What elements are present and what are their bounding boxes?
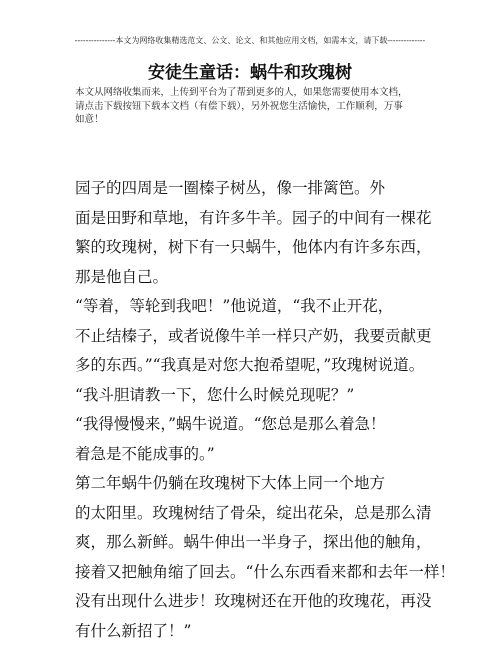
story-line: “我得慢慢来，”蜗牛说道。“您总是那么着急！ [75,410,435,440]
story-line: 着急是不能成事的。” [75,440,435,470]
intro-paragraph [75,86,425,127]
story-line: “等着，等轮到我吧！”他说道，“我不止开花， [75,292,435,322]
story-line: 没有出现什么进步！玫瑰树还在开他的玫瑰花，再没 [75,587,435,617]
intro-line: 如意！ [75,113,425,127]
story-line: 有什么新招了！” [75,617,435,646]
story-line: 不止结榛子，或者说像牛羊一样只产奶，我要贡献更 [75,322,435,352]
story-line: 那是他自己。 [75,263,435,293]
story-line: 多的东西。”“我真是对您大抱希望呢，”玫瑰树说道。 [75,351,435,381]
header-note: ---------------本文为网络收集精选范文、公文、论文、和其他应用文档，如需本文，请下载-------------- [0,36,500,46]
story-line: 第二年蜗牛仍躺在玫瑰树下大体上同一个地方 [75,469,435,499]
story-line: 爽，那么新鲜。蜗牛伸出一半身子，探出他的触角， [75,528,435,558]
story-line: 繁的玫瑰树，树下有一只蜗牛，他体内有许多东西， [75,233,435,263]
story-line: 接着又把触角缩了回去。“什么东西看来都和去年一样！ [75,558,435,588]
story-line: 面是田野和草地，有许多牛羊。园子的中间有一棵花 [75,204,435,234]
story-line: “我斗胆请教一下，您什么时候兑现呢？” [75,381,435,411]
story-body [75,174,435,646]
intro-line: 本文从网络收集而来，上传到平台为了帮到更多的人，如果您需要使用本文档， [75,86,425,100]
intro-line: 请点击下载按钮下载本文档（有偿下载），另外祝您生活愉快，工作顺利，万事 [75,100,425,114]
document-title: 安徒生童话：蜗牛和玫瑰树 [0,62,500,84]
story-line: 园子的四周是一圈榛子树丛，像一排篱笆。外 [75,174,435,204]
story-line: 的太阳里。玫瑰树结了骨朵，绽出花朵，总是那么清 [75,499,435,529]
